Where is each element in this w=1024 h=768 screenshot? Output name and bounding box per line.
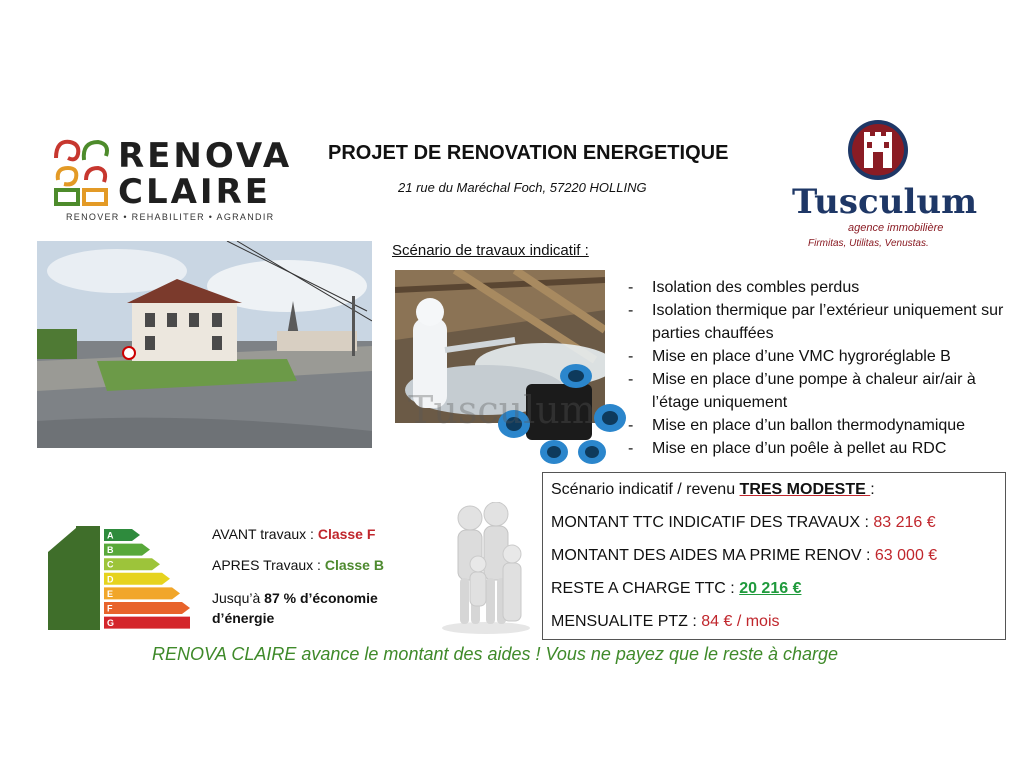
renova-logo-tagline: RENOVER • REHABILITER • AGRANDIR (66, 212, 275, 222)
after-class-value: Classe B (324, 557, 384, 573)
energy-label-graphic (48, 526, 190, 630)
energy-house-chimney (82, 530, 100, 630)
revenue-suffix: : (870, 481, 875, 498)
works-cost-value: 83 216 € (873, 514, 936, 531)
rest-row (551, 580, 801, 598)
works-cost-label: MONTANT TTC INDICATIF DES TRAVAUX : (551, 514, 874, 531)
renova-logo-line1: RENOVA (118, 136, 293, 176)
footer-message: RENOVA CLAIRE avance le montant des aides ! Vous ne payez que le reste à charge (152, 644, 839, 664)
tusculum-logo-motto: Firmitas, Utilitas, Venustas. (808, 238, 929, 249)
tusculum-logo-name: Tusculum (792, 182, 978, 222)
before-class-row (212, 526, 375, 542)
energy-bar-label-f: F (107, 603, 113, 614)
monthly-label: MENSUALITE PTZ : (551, 613, 702, 630)
works-item-heat-pump: - Mise en place d’une pompe à chaleur air/air à l’étage uniquement (628, 368, 1018, 414)
rest-label: RESTE A CHARGE TTC : (551, 580, 740, 597)
saving-prefix: Jusqu’à (212, 590, 265, 606)
energy-bar-label-a: A (107, 530, 114, 541)
renova-claire-logo-icon (52, 136, 112, 208)
works-item-vmc: - Mise en place d’une VMC hygroréglable B (628, 345, 1018, 368)
page-title: PROJET DE RENOVATION ENERGETIQUE (328, 142, 729, 164)
saving-percent: 87 % d’économie (264, 590, 378, 606)
family-figure-image (438, 502, 534, 634)
works-cost-row (551, 514, 936, 532)
after-class-label: APRES Travaux : (212, 557, 325, 573)
energy-saving-text (212, 588, 378, 628)
revenue-row (551, 481, 875, 499)
rest-value: 20 216 € (739, 580, 802, 597)
works-item-exterior-insulation: - Isolation thermique par l’extérieur uniquement sur parties chauffées (628, 299, 1018, 345)
aid-label: MONTANT DES AIDES MA PRIME RENOV : (551, 547, 875, 564)
energy-bar-e (104, 587, 180, 599)
works-item-pellet-stove: - Mise en place d’un poêle à pellet au RDC (628, 437, 1018, 460)
before-class-label: AVANT travaux : (212, 526, 318, 542)
scenario-heading: Scénario de travaux indicatif : (392, 242, 589, 259)
energy-bar-label-b: B (107, 545, 114, 556)
house-photo (37, 241, 372, 448)
property-address: 21 rue du Maréchal Foch, 57220 HOLLING (398, 180, 647, 195)
energy-bars (104, 529, 190, 629)
works-item-attic: - Isolation des combles perdus (628, 276, 1018, 299)
energy-bar-d (104, 573, 170, 585)
monthly-row (551, 613, 780, 631)
energy-bar-label-e: E (107, 588, 114, 599)
energy-bar-g (104, 617, 190, 629)
energy-bar-label-c: C (107, 559, 114, 570)
cost-summary-box (542, 472, 1006, 640)
energy-bar-f (104, 602, 190, 614)
monthly-value: 84 € / mois (701, 613, 780, 630)
works-item-water-heater: - Mise en place d’un ballon thermodynamique (628, 414, 1018, 437)
aid-value: 63 000 € (874, 547, 938, 564)
tusculum-logo-subtitle: agence immobilière (848, 222, 944, 234)
tusculum-logo-icon (846, 118, 910, 186)
before-class-value: Classe F (317, 526, 376, 542)
tusculum-watermark: Tusculum (408, 388, 596, 432)
revenue-label: Scénario indicatif / revenu (551, 481, 740, 498)
aid-row (551, 547, 937, 565)
works-list (628, 276, 1018, 460)
energy-bar-label-g: G (107, 618, 115, 629)
energy-bar-label-d: D (107, 574, 114, 585)
revenue-value: TRES MODESTE (739, 481, 871, 498)
saving-energy: d’énergie (212, 610, 275, 626)
after-class-row (212, 557, 384, 573)
renova-logo-line2: CLAIRE (118, 172, 271, 212)
